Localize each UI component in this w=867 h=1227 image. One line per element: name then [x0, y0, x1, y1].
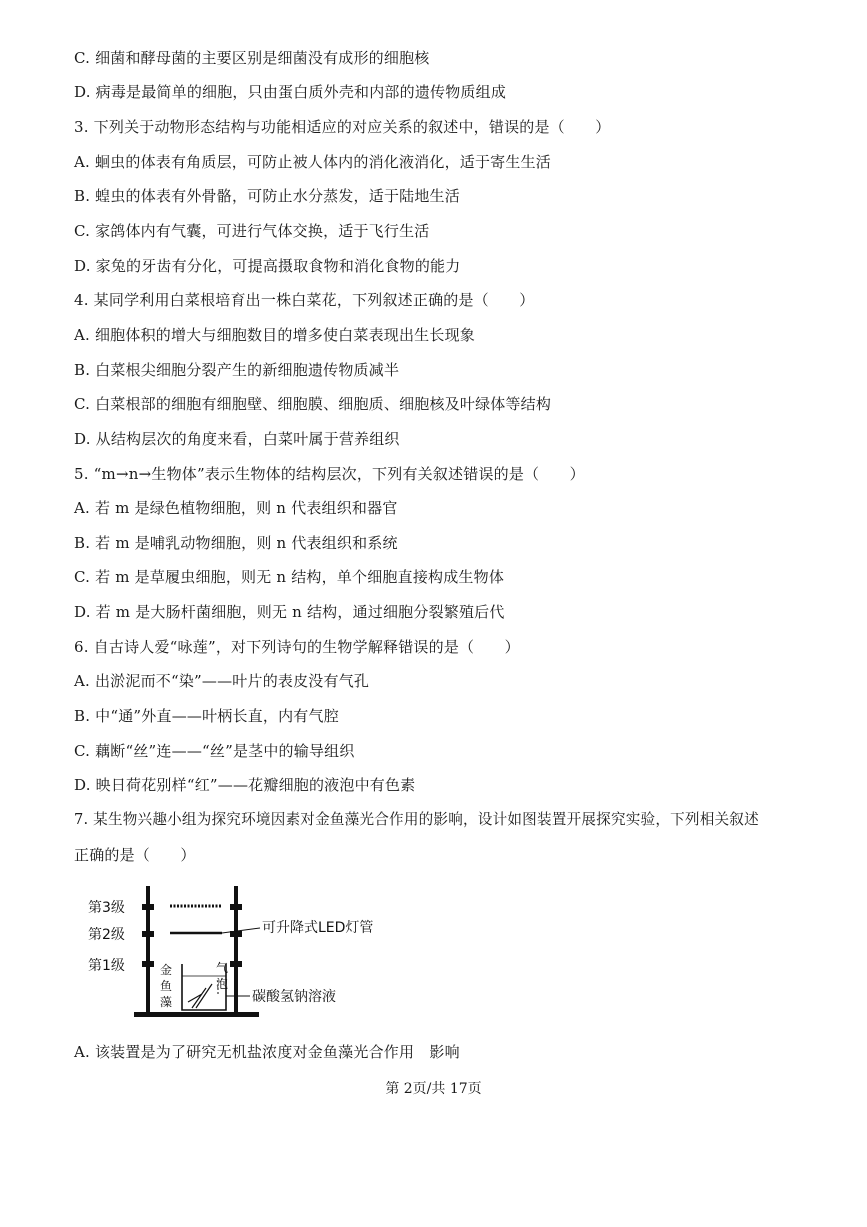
option-6a: A. 出淤泥而不“染”——叶片的表皮没有气孔 — [74, 672, 370, 690]
label-level1: 第1级 — [88, 958, 125, 974]
option-3d: D. 家兔的牙齿有分化，可提高摄取食物和消化食物的能力 — [74, 257, 461, 275]
level-knobs — [142, 904, 242, 967]
label-led: 可升降式LED灯管 — [262, 920, 374, 936]
question-7: 7. 某生物兴趣小组为探究环境因素对金鱼藻光合作用的影响，设计如图装置开展探究实验，下列相关叙述 — [74, 811, 759, 828]
label-level3: 第3级 — [88, 900, 125, 916]
option-3a: A. 蛔虫的体表有角质层，可防止被人体内的消化液消化，适于寄生生活 — [74, 153, 551, 171]
label-plant-2: 鱼 — [160, 979, 173, 993]
label-bubble-2: 泡 — [216, 977, 229, 991]
option-3c: C. 家鸽体内有气囊，可进行气体交换，适于飞行生活 — [74, 222, 430, 240]
option-5b: B. 若 m 是哺乳动物细胞，则 n 代表组织和系统 — [74, 534, 398, 552]
option-5c: C. 若 m 是草履虫细胞，则无 n 结构，单个细胞直接构成生物体 — [74, 568, 505, 586]
question-7-cont: 正确的是（ ） — [74, 846, 196, 864]
option-7a: A. 该装置是为了研究无机盐浓度对金鱼藻光合作用 影响 — [74, 1043, 460, 1061]
option-5d: D. 若 m 是大肠杆菌细胞，则无 n 结构，通过细胞分裂繁殖后代 — [74, 603, 505, 621]
question-6: 6. 自古诗人爱“咏莲”，对下列诗句的生物学解释错误的是（ ） — [74, 638, 520, 656]
option-4d: D. 从结构层次的角度来看，白菜叶属于营养组织 — [74, 430, 400, 448]
option-4a: A. 细胞体积的增大与细胞数目的增多使白菜表现出生长现象 — [74, 326, 475, 344]
label-bubble-1: 气 — [216, 961, 229, 975]
option-2c: C. 细菌和酵母菌的主要区别是细菌没有成形的细胞核 — [74, 49, 430, 67]
question-4: 4. 某同学利用白菜根培育出一株白菜花，下列叙述正确的是（ ） — [74, 291, 535, 309]
label-solution: 碳酸氢钠溶液 — [252, 989, 336, 1005]
question-5: 5. “m→n→生物体”表示生物体的结构层次，下列有关叙述错误的是（ ） — [74, 465, 585, 483]
experiment-diagram — [84, 884, 384, 1024]
stand-base — [134, 1012, 259, 1017]
option-5a: A. 若 m 是绿色植物细胞，则 n 代表组织和器官 — [74, 499, 398, 517]
label-plant-1: 金 — [160, 963, 173, 977]
option-6d: D. 映日荷花别样“红”——花瓣细胞的液泡中有色素 — [74, 776, 416, 794]
option-4c: C. 白菜根部的细胞有细胞壁、细胞膜、细胞质、细胞核及叶绿体等结构 — [74, 395, 552, 413]
option-2d: D. 病毒是最简单的细胞，只由蛋白质外壳和内部的遗传物质组成 — [74, 83, 507, 101]
option-4b: B. 白菜根尖细胞分裂产生的新细胞遗传物质减半 — [74, 361, 400, 379]
label-level2: 第2级 — [88, 927, 125, 943]
option-6b: B. 中“通”外直——叶柄长直，内有气腔 — [74, 707, 339, 725]
question-3: 3. 下列关于动物形态结构与功能相适应的对应关系的叙述中，错误的是（ ） — [74, 118, 611, 136]
goldfish-weed-icon — [188, 984, 212, 1008]
option-6c: C. 藕断“丝”连——“丝”是茎中的输导组织 — [74, 742, 355, 760]
label-plant-3: 藻 — [160, 995, 173, 1009]
page-footer: 第 2页/共 17页 — [385, 1081, 482, 1097]
option-3b: B. 蝗虫的体表有外骨骼，可防止水分蒸发，适于陆地生活 — [74, 187, 460, 205]
